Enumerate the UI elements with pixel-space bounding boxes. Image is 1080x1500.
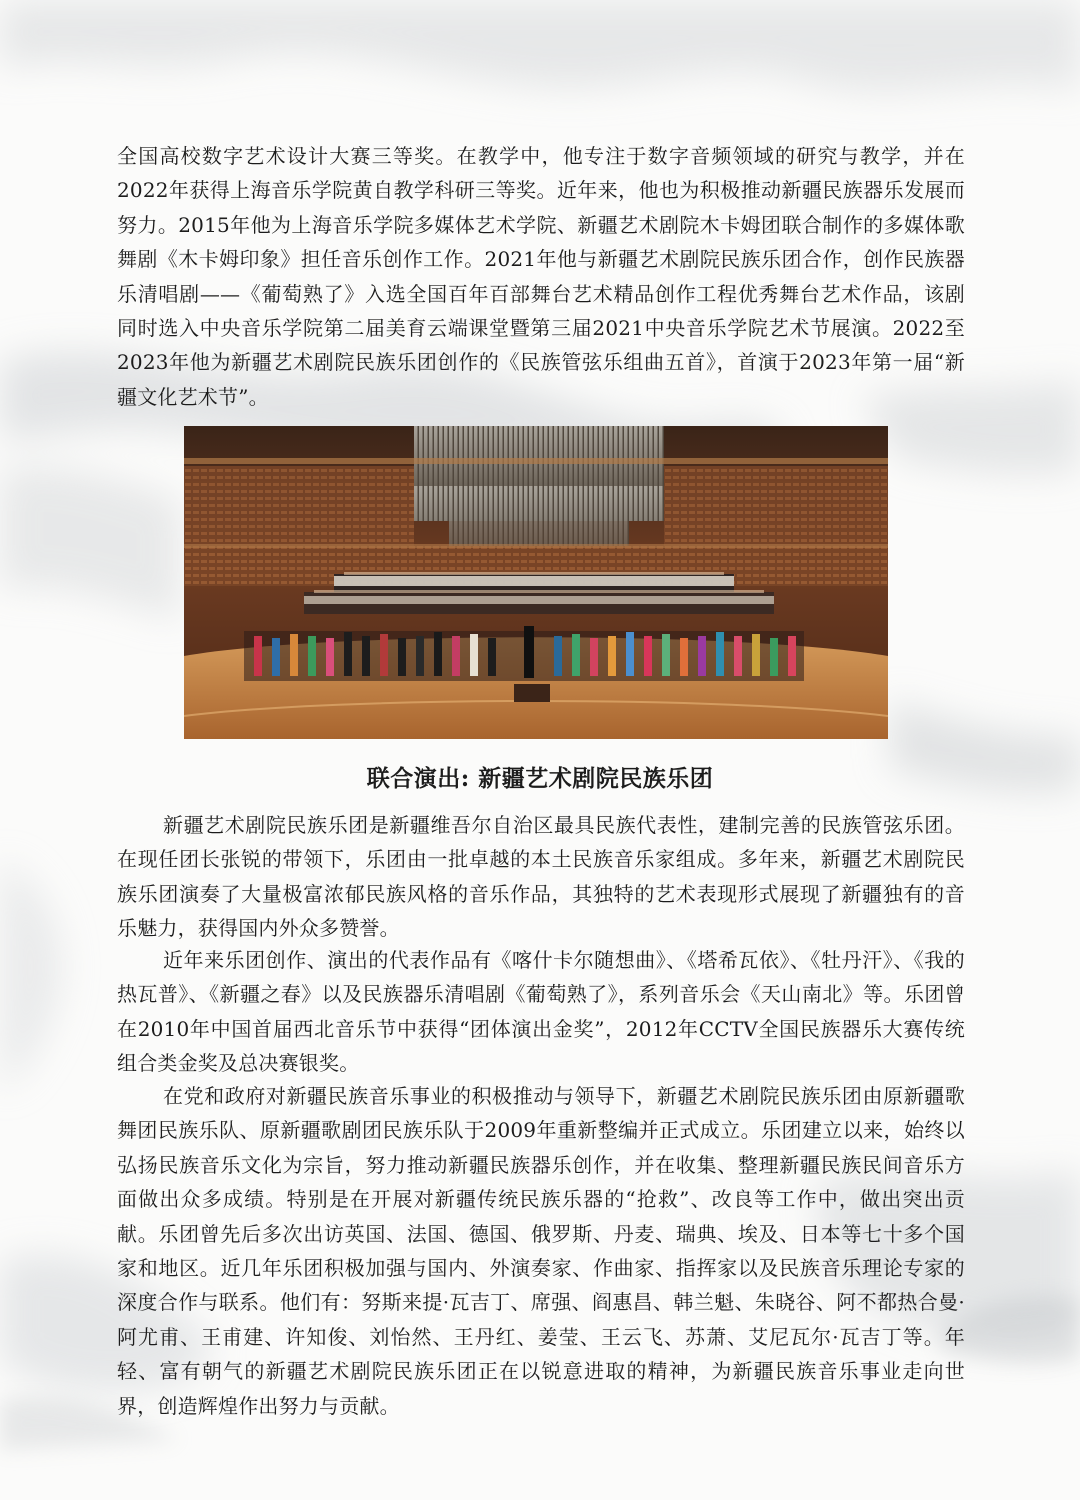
paragraph-2: 近年来乐团创作、演出的代表作品有《喀什卡尔随想曲》、《塔希瓦依》、《牡丹汗》、《我的热瓦普》、《新疆之春》以及民族器乐清唱剧《葡萄熟了》，系列音乐会《天山南北》等。乐团曾在2010年中国首届西北音乐节中获得“团体演出金奖”，2012年CCTV全国民族器乐大赛传统组合类金奖及总决赛银奖。 <box>117 948 965 1076</box>
orchestra-concert-photo <box>184 426 888 739</box>
paragraph-3: 在党和政府对新疆民族音乐事业的积极推动与领导下，新疆艺术剧院民族乐团由原新疆歌舞团民族乐队、原新疆歌剧团民族乐队于2009年重新整编并正式成立。乐团建立以来，始终以弘扬民族音乐文化为宗旨，努力推动新疆民族器乐创作，并在收集、整理新疆民族民间音乐方面做出众多成绩。特别是在开展对新疆传统民族乐器的“抢救”、改良等工作中，做出突出贡献。乐团曾先后多次出访英国、法国、德国、俄罗斯、丹麦、瑞典、埃及、日本等七十多个国家和地区。近几年乐团积极加强与国内、外演奏家、作曲家、指挥家以及民族音乐理论专家的深度合作与联系。他们有：努斯来提·瓦吉丁、席强、阎惠昌、韩兰魁、朱晓谷、阿不都热合曼·阿尤甫、王甫建、许知俊、刘怡然、王丹红、姜莹、王云飞、苏萧、艾尼瓦尔·瓦吉丁等。年轻、富有朝气的新疆艺术剧院民族乐团正在以锐意进取的精神，为新疆民族音乐事业走向世界，创造辉煌作出努力与贡献。 <box>117 1084 965 1418</box>
section-title: 联合演出: 新疆艺术剧院民族乐团 <box>366 765 714 792</box>
paragraph-1: 新疆艺术剧院民族乐团是新疆维吾尔自治区最具民族代表性，建制完善的民族管弦乐团。在现任团长张锐的带领下，乐团由一批卓越的本土民族音乐家组成。多年来，新疆艺术剧院民族乐团演奏了大量极富浓郁民族风格的音乐作品，其独特的艺术表现形式展现了新疆独有的音乐魅力，获得国内外众多赞誉。 <box>117 813 965 941</box>
intro-paragraph: 全国高校数字艺术设计大赛三等奖。在教学中，他专注于数字音频领域的研究与教学，并在2022年获得上海音乐学院黄自教学科研三等奖。近年来，他也为积极推动新疆民族器乐发展而努力。2015年他为上海音乐学院多媒体艺术学院、新疆艺术剧院木卡姆团联合制作的多媒体歌舞剧《木卡姆印象》担任音乐创作工作。2021年他与新疆艺术剧院民族乐团合作，创作民族器乐清唱剧——《葡萄熟了》入选全国百年百部舞台艺术精品创作工程优秀舞台艺术作品，该剧同时选入中央音乐学院第二届美育云端课堂暨第三届2021中央音乐学院艺术节展演。2022至2023年他为新疆艺术剧院民族乐团创作的《民族管弦乐组曲五首》，首演于2023年第一届“新疆文化艺术节”。 <box>117 144 965 409</box>
